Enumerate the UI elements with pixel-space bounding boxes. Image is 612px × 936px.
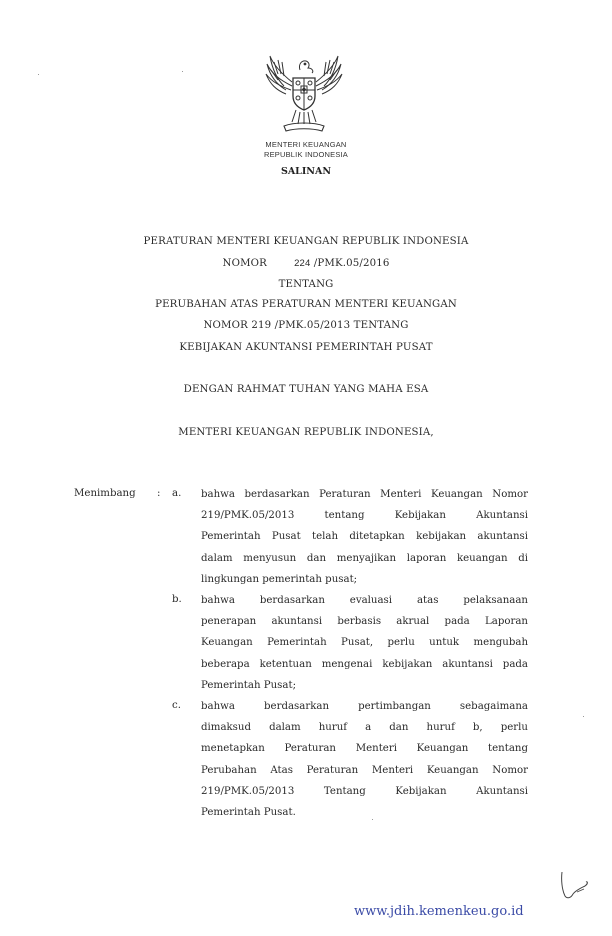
scan-speck	[372, 819, 373, 820]
invocation: DENGAN RAHMAT TUHAN YANG MAHA ESA	[183, 384, 429, 395]
scan-speck	[182, 71, 183, 72]
item-a-letter: a.	[172, 488, 182, 499]
item-line: bahwa berdasarkan pertimbangan sebagaimana	[201, 701, 528, 712]
subject-line-3: KEBIJAKAN AKUNTANSI PEMERINTAH PUSAT	[179, 342, 433, 353]
regulation-number	[0, 258, 612, 269]
salinan-stamp: SALINAN	[280, 166, 332, 177]
nomor-value: 224	[294, 258, 311, 269]
considering-item-a	[201, 484, 528, 590]
item-line: Pemerintah Pusat telah ditetapkan kebijakan akuntansi	[201, 531, 528, 543]
item-line: Pemerintah Pusat;	[201, 679, 297, 691]
subject-line-2: NOMOR 219 /PMK.05/2013 TENTANG	[203, 320, 409, 331]
item-c-letter: c.	[172, 700, 181, 711]
website-link[interactable]: www.jdih.kemenkeu.go.id	[354, 904, 524, 919]
scan-speck	[583, 716, 584, 717]
regulation-title: PERATURAN MENTERI KEUANGAN REPUBLIK INDONESIA	[143, 236, 469, 247]
scan-speck	[38, 74, 39, 75]
handwritten-initial-icon	[557, 868, 593, 904]
nomor-label: NOMOR	[222, 258, 267, 269]
considering-colon: :	[157, 488, 161, 499]
item-line: 219/PMK.05/2013 tentang Kebijakan Akuntansi	[201, 510, 528, 522]
subject-line-1: PERUBAHAN ATAS PERATURAN MENTERI KEUANGAN	[155, 299, 457, 310]
item-line: dalam menyusun dan menyajikan laporan keuangan di	[201, 552, 528, 564]
considering-label: Menimbang	[74, 488, 136, 499]
item-line: dimaksud dalam huruf a dan huruf b, perlu	[201, 722, 528, 734]
item-line: 219/PMK.05/2013 Tentang Kebijakan Akuntansi	[201, 785, 528, 797]
item-line: penerapan akuntansi berbasis akrual pada Laporan	[201, 616, 528, 628]
item-b-letter: b.	[172, 594, 182, 605]
item-line: Perubahan Atas Peraturan Menteri Keuangan Nomor	[201, 764, 528, 776]
item-line: bahwa berdasarkan evaluasi atas pelaksanaan	[201, 595, 528, 606]
institution-name-line1: MENTERI KEUANGAN	[265, 140, 347, 149]
considering-item-b	[201, 590, 528, 696]
authority-statement: MENTERI KEUANGAN REPUBLIK INDONESIA,	[178, 427, 434, 438]
considering-item-c	[201, 696, 528, 823]
nomor-suffix: /PMK.05/2016	[313, 258, 390, 269]
tentang-label: TENTANG	[278, 279, 334, 290]
item-line: Keuangan Pemerintah Pusat, perlu untuk mengubah	[201, 637, 528, 649]
item-line: menetapkan Peraturan Menteri Keuangan tentang	[201, 743, 528, 755]
garuda-pancasila-emblem-icon	[262, 52, 346, 134]
item-line: bahwa berdasarkan Peraturan Menteri Keuangan Nomor	[201, 489, 528, 500]
item-line: beberapa ketentuan mengenai kebijakan akuntansi pada	[201, 658, 528, 670]
institution-name-line2: REPUBLIK INDONESIA	[263, 150, 349, 159]
item-line: lingkungan pemerintah pusat;	[201, 573, 358, 585]
item-line: Pemerintah Pusat.	[201, 806, 296, 818]
